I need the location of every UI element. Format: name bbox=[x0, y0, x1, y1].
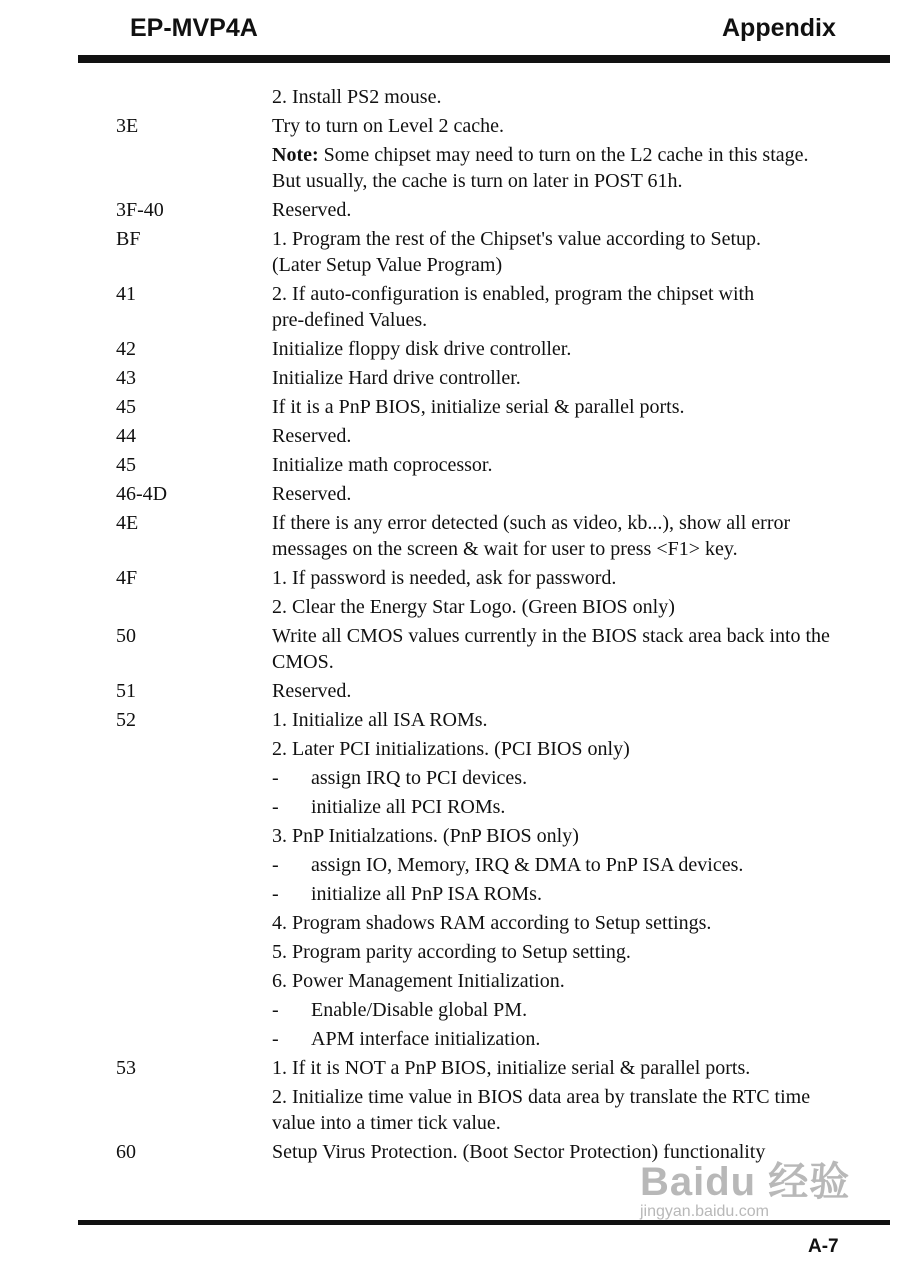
description-line bbox=[272, 142, 882, 168]
post-code-description bbox=[272, 968, 882, 994]
post-code-description bbox=[272, 939, 882, 965]
post-code-description bbox=[272, 281, 882, 333]
post-code-row bbox=[0, 226, 911, 278]
description-line bbox=[272, 197, 882, 223]
line-text: assign IRQ to PCI devices. bbox=[311, 767, 528, 789]
watermark-url: jingyan.baidu.com bbox=[640, 1203, 769, 1220]
post-code: 52 bbox=[116, 709, 136, 731]
post-code-row bbox=[0, 794, 911, 820]
line-text: Initialize Hard drive controller. bbox=[272, 367, 521, 389]
post-code-row bbox=[0, 142, 911, 194]
description-line bbox=[272, 536, 882, 562]
line-text: But usually, the cache is turn on later in POST 61h. bbox=[272, 170, 683, 192]
line-text: 3. PnP Initialzations. (PnP BIOS only) bbox=[272, 825, 579, 847]
line-text: messages on the screen & wait for user to press <F1> key. bbox=[272, 538, 738, 560]
post-code-description bbox=[272, 336, 882, 362]
post-code-description bbox=[272, 823, 882, 849]
baidu-watermark bbox=[640, 1150, 850, 1221]
post-code-row bbox=[0, 481, 911, 507]
description-line bbox=[272, 336, 882, 362]
bullet-dash: - bbox=[272, 767, 279, 789]
line-text: 4. Program shadows RAM according to Setup settings. bbox=[272, 912, 712, 934]
post-code-row bbox=[0, 623, 911, 675]
post-code-description bbox=[272, 113, 882, 139]
line-text: CMOS. bbox=[272, 651, 334, 673]
bullet-dash: - bbox=[272, 796, 279, 818]
post-code-row bbox=[0, 394, 911, 420]
post-code-row bbox=[0, 594, 911, 620]
line-text: 6. Power Management Initialization. bbox=[272, 970, 565, 992]
post-code: 43 bbox=[116, 367, 136, 389]
post-code-list bbox=[0, 84, 911, 1168]
line-text: 1. Initialize all ISA ROMs. bbox=[272, 709, 488, 731]
post-code: 42 bbox=[116, 338, 136, 360]
description-line bbox=[272, 226, 882, 252]
document-model-title: EP-MVP4A bbox=[130, 14, 258, 42]
description-line bbox=[272, 765, 882, 791]
description-line bbox=[272, 1084, 882, 1110]
line-text: Try to turn on Level 2 cache. bbox=[272, 115, 504, 137]
post-code-row bbox=[0, 281, 911, 333]
post-code-row bbox=[0, 365, 911, 391]
post-code-description bbox=[272, 452, 882, 478]
description-line bbox=[272, 794, 882, 820]
post-code-row bbox=[0, 510, 911, 562]
description-line bbox=[272, 1026, 882, 1052]
post-code-row bbox=[0, 678, 911, 704]
description-line bbox=[272, 281, 882, 307]
line-text: Reserved. bbox=[272, 680, 352, 702]
line-text: 2. Install PS2 mouse. bbox=[272, 86, 442, 108]
post-code-description bbox=[272, 423, 882, 449]
line-text: Write all CMOS values currently in the BIOS stack area back into the bbox=[272, 625, 830, 647]
description-line bbox=[272, 113, 882, 139]
description-line bbox=[272, 1055, 882, 1081]
watermark-logo: Baidu 经验 bbox=[640, 1160, 851, 1204]
post-code-row bbox=[0, 336, 911, 362]
line-text: Reserved. bbox=[272, 425, 352, 447]
post-code-row bbox=[0, 939, 911, 965]
line-text: 2. Initialize time value in BIOS data area by translate the RTC time bbox=[272, 1086, 811, 1108]
line-text: 2. Later PCI initializations. (PCI BIOS only) bbox=[272, 738, 630, 760]
description-line bbox=[272, 649, 882, 675]
post-code-row bbox=[0, 881, 911, 907]
description-line bbox=[272, 707, 882, 733]
post-code: 4E bbox=[116, 512, 139, 534]
description-line bbox=[272, 394, 882, 420]
post-code-description bbox=[272, 594, 882, 620]
description-line bbox=[272, 997, 882, 1023]
line-text: Initialize math coprocessor. bbox=[272, 454, 493, 476]
post-code: 60 bbox=[116, 1141, 136, 1163]
post-code: 53 bbox=[116, 1057, 136, 1079]
bullet-dash: - bbox=[272, 999, 279, 1021]
line-text: initialize all PCI ROMs. bbox=[311, 796, 506, 818]
description-line bbox=[272, 365, 882, 391]
line-text: initialize all PnP ISA ROMs. bbox=[311, 883, 542, 905]
line-text: 1. If password is needed, ask for password. bbox=[272, 567, 617, 589]
post-code-description bbox=[272, 707, 882, 733]
post-code: 3F-40 bbox=[116, 199, 164, 221]
post-code: 45 bbox=[116, 454, 136, 476]
header-divider bbox=[78, 55, 890, 63]
post-code-description bbox=[272, 565, 882, 591]
bullet-dash: - bbox=[272, 883, 279, 905]
post-code-description bbox=[272, 910, 882, 936]
post-code-row bbox=[0, 113, 911, 139]
post-code-description bbox=[272, 881, 882, 907]
post-code: 45 bbox=[116, 396, 136, 418]
page-number: A-7 bbox=[808, 1236, 839, 1257]
line-text: 2. Clear the Energy Star Logo. (Green BIOS only) bbox=[272, 596, 675, 618]
post-code: 51 bbox=[116, 680, 136, 702]
line-text: APM interface initialization. bbox=[311, 1028, 541, 1050]
description-line bbox=[272, 84, 882, 110]
line-text: Initialize floppy disk drive controller. bbox=[272, 338, 572, 360]
description-line bbox=[272, 852, 882, 878]
line-text: 1. Program the rest of the Chipset's value according to Setup. bbox=[272, 228, 762, 250]
post-code-row bbox=[0, 968, 911, 994]
post-code: 3E bbox=[116, 115, 139, 137]
post-code-row bbox=[0, 1084, 911, 1136]
bullet-dash: - bbox=[272, 1028, 279, 1050]
description-line bbox=[272, 968, 882, 994]
post-code-description bbox=[272, 1055, 882, 1081]
description-line bbox=[272, 252, 882, 278]
post-code: 50 bbox=[116, 625, 136, 647]
post-code-description bbox=[272, 365, 882, 391]
post-code-row bbox=[0, 565, 911, 591]
post-code-description bbox=[272, 623, 882, 675]
line-text: Reserved. bbox=[272, 483, 352, 505]
post-code-description bbox=[272, 1026, 882, 1052]
post-code-description bbox=[272, 997, 882, 1023]
post-code: BF bbox=[116, 228, 141, 250]
description-line bbox=[272, 678, 882, 704]
line-text: Setup Virus Protection. (Boot Sector Protection) functionality bbox=[272, 1141, 766, 1163]
line-text: Reserved. bbox=[272, 199, 352, 221]
line-text: Some chipset may need to turn on the L2 cache in this stage. bbox=[318, 144, 809, 166]
post-code-row bbox=[0, 707, 911, 733]
post-code: 44 bbox=[116, 425, 136, 447]
post-code-row bbox=[0, 823, 911, 849]
note-label: Note: bbox=[272, 144, 319, 166]
line-text: If there is any error detected (such as video, kb...), show all error bbox=[272, 512, 791, 534]
line-text: 2. If auto-configuration is enabled, program the chipset with bbox=[272, 283, 755, 305]
description-line bbox=[272, 423, 882, 449]
description-line bbox=[272, 565, 882, 591]
description-line bbox=[272, 881, 882, 907]
post-code-row bbox=[0, 452, 911, 478]
description-line bbox=[272, 307, 882, 333]
post-code-description bbox=[272, 510, 882, 562]
post-code-description bbox=[272, 794, 882, 820]
post-code-description bbox=[272, 197, 882, 223]
post-code-row bbox=[0, 736, 911, 762]
post-code-description bbox=[272, 852, 882, 878]
post-code-description bbox=[272, 226, 882, 278]
line-text: assign IO, Memory, IRQ & DMA to PnP ISA devices. bbox=[311, 854, 744, 876]
description-line bbox=[272, 910, 882, 936]
post-code-row bbox=[0, 197, 911, 223]
line-text: value into a timer tick value. bbox=[272, 1112, 501, 1134]
section-title: Appendix bbox=[722, 14, 836, 42]
description-line bbox=[272, 623, 882, 649]
description-line bbox=[272, 481, 882, 507]
line-text: If it is a PnP BIOS, initialize serial & parallel ports. bbox=[272, 396, 685, 418]
post-code-row bbox=[0, 852, 911, 878]
description-line bbox=[272, 510, 882, 536]
post-code: 4F bbox=[116, 567, 138, 589]
line-text: 1. If it is NOT a PnP BIOS, initialize serial & parallel ports. bbox=[272, 1057, 751, 1079]
post-code-row bbox=[0, 910, 911, 936]
post-code-row bbox=[0, 1026, 911, 1052]
line-text: pre-defined Values. bbox=[272, 309, 428, 331]
post-code-row bbox=[0, 1055, 911, 1081]
post-code-description bbox=[272, 394, 882, 420]
bullet-dash: - bbox=[272, 854, 279, 876]
post-code: 41 bbox=[116, 283, 136, 305]
post-code-description bbox=[272, 84, 882, 110]
line-text: (Later Setup Value Program) bbox=[272, 254, 503, 276]
post-code: 46-4D bbox=[116, 483, 168, 505]
post-code-description bbox=[272, 481, 882, 507]
line-text: Enable/Disable global PM. bbox=[311, 999, 528, 1021]
description-line bbox=[272, 1110, 882, 1136]
description-line bbox=[272, 594, 882, 620]
line-text: 5. Program parity according to Setup setting. bbox=[272, 941, 631, 963]
post-code-description bbox=[272, 1084, 882, 1136]
description-line bbox=[272, 452, 882, 478]
post-code-row bbox=[0, 423, 911, 449]
post-code-description bbox=[272, 765, 882, 791]
post-code-row bbox=[0, 84, 911, 110]
post-code-row bbox=[0, 765, 911, 791]
description-line bbox=[272, 168, 882, 194]
post-code-description bbox=[272, 736, 882, 762]
post-code-row bbox=[0, 997, 911, 1023]
description-line bbox=[272, 939, 882, 965]
post-code-description bbox=[272, 678, 882, 704]
description-line bbox=[272, 736, 882, 762]
description-line bbox=[272, 823, 882, 849]
post-code-description bbox=[272, 142, 882, 194]
